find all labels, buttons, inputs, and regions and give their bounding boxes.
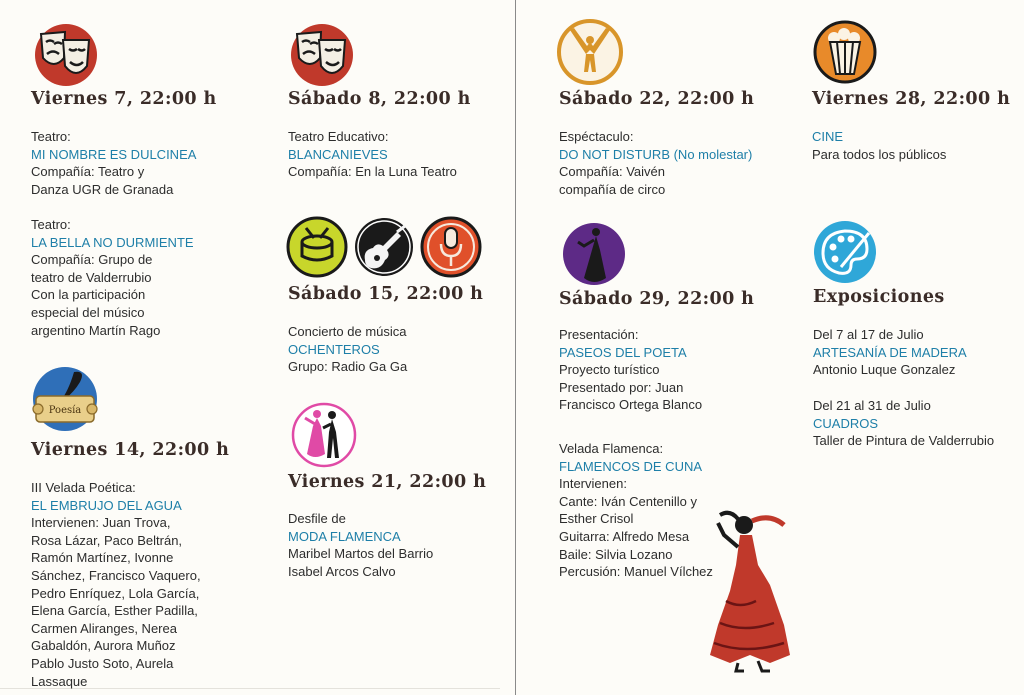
event-line: Francisco Ortega Blanco bbox=[559, 397, 703, 413]
event-line: Baile: Silvia Lozano bbox=[559, 546, 673, 562]
center-fold bbox=[515, 0, 516, 695]
guitar-icon bbox=[353, 216, 415, 278]
event-line: Maribel Martos del Barrio bbox=[288, 546, 434, 562]
event-date-heading: Sábado 8, 22:00 h bbox=[288, 89, 471, 109]
event-title: LA BELLA NO DURMIENTE bbox=[31, 234, 194, 250]
event-title: EL EMBRUJO DEL AGUA bbox=[31, 497, 182, 513]
event-title: PASEOS DEL POETA bbox=[559, 344, 687, 360]
exhibition-line: Antonio Luque Gonzalez bbox=[813, 362, 956, 378]
event-line: Isabel Arcos Calvo bbox=[288, 563, 396, 579]
event-1-details bbox=[31, 128, 196, 198]
event-title: CINE bbox=[812, 129, 844, 144]
poet-silhouette-icon bbox=[560, 220, 628, 288]
flamenco-dancer-illustration bbox=[700, 505, 796, 673]
event-line: Pedro Enríquez, Lola García, bbox=[31, 585, 200, 601]
event-line: Presentado por: Juan bbox=[559, 379, 684, 395]
event-type: Teatro Educativo: bbox=[288, 129, 389, 144]
event-date-heading: Viernes 21, 22:00 h bbox=[288, 472, 487, 492]
theatre-masks-icon bbox=[289, 22, 355, 88]
event-8-details bbox=[559, 326, 702, 414]
event-line: Con la participación bbox=[31, 287, 146, 303]
event-line: Lassaque bbox=[31, 673, 88, 689]
event-line: Intervienen: Juan Trova, bbox=[31, 515, 171, 531]
theatre-masks-icon bbox=[33, 22, 99, 88]
exhibitions-details bbox=[813, 326, 967, 379]
event-type: Concierto de música bbox=[288, 324, 407, 339]
event-title: FLAMENCOS DE CUNA bbox=[559, 458, 703, 474]
event-line: argentino Martín Rago bbox=[31, 322, 161, 338]
event-title: OCHENTEROS bbox=[288, 341, 380, 357]
exhibition-dates: Del 7 al 17 de Julio bbox=[813, 327, 924, 342]
event-line: Compañía: Vaivén bbox=[559, 164, 665, 180]
event-type: Desfile de bbox=[288, 511, 346, 526]
event-date-heading: Sábado 15, 22:00 h bbox=[288, 284, 484, 304]
event-5-details bbox=[288, 323, 407, 376]
event-7-details bbox=[559, 128, 752, 198]
event-date-heading: Sábado 29, 22:00 h bbox=[559, 289, 755, 309]
acrobat-icon bbox=[556, 18, 624, 86]
event-line: Guitarra: Alfredo Mesa bbox=[559, 528, 690, 544]
exhibition-dates: Del 21 al 31 de Julio bbox=[813, 398, 931, 413]
event-line: Cante: Iván Centenillo y bbox=[559, 493, 698, 509]
event-type: Espéctaculo: bbox=[559, 129, 634, 144]
event-6-details bbox=[288, 510, 433, 580]
event-title: MODA FLAMENCA bbox=[288, 528, 401, 544]
event-date-heading: Viernes 7, 22:00 h bbox=[31, 89, 217, 109]
drum-icon bbox=[286, 216, 348, 278]
flamenco-couple-icon bbox=[291, 402, 357, 468]
event-type: Presentación: bbox=[559, 327, 639, 342]
event-line: compañía de circo bbox=[559, 181, 666, 197]
popcorn-icon bbox=[812, 20, 878, 84]
exhibitions-details-2 bbox=[813, 397, 994, 450]
event-line: Gabaldón, Aurora Muñoz bbox=[31, 638, 176, 654]
event-3-details bbox=[31, 479, 201, 690]
event-line: Pablo Justo Soto, Aurela bbox=[31, 655, 174, 671]
event-type: Teatro: bbox=[31, 129, 71, 144]
event-line: Danza UGR de Granada bbox=[31, 181, 174, 197]
event-line: Rosa Lázar, Paco Beltrán, bbox=[31, 532, 183, 548]
paint-palette-icon bbox=[811, 219, 879, 285]
event-date-heading: Viernes 14, 22:00 h bbox=[31, 440, 230, 460]
event-line: Ramón Martínez, Ivonne bbox=[31, 550, 174, 566]
event-line: especial del músico bbox=[31, 304, 145, 320]
event-line: Esther Crisol bbox=[559, 511, 634, 527]
event-line: Sánchez, Francisco Vaquero, bbox=[31, 567, 201, 583]
scroll-text: Poesía bbox=[48, 405, 82, 416]
exhibition-line: Taller de Pintura de Valderrubio bbox=[813, 433, 995, 449]
event-9-details bbox=[559, 440, 713, 581]
event-line: Compañía: Grupo de bbox=[31, 252, 153, 268]
event-4-details bbox=[288, 128, 457, 181]
event-line: Elena García, Esther Padilla, bbox=[31, 603, 198, 619]
event-type: Velada Flamenca: bbox=[559, 441, 664, 456]
event-title: BLANCANIEVES bbox=[288, 146, 388, 162]
exhibition-title: CUADROS bbox=[813, 415, 879, 431]
event-title: DO NOT DISTURB (No molestar) bbox=[559, 146, 753, 162]
event-line: Compañía: Teatro y bbox=[31, 164, 145, 180]
poetry-scroll-icon bbox=[30, 366, 100, 432]
event-date-heading: Sábado 22, 22:00 h bbox=[559, 89, 755, 109]
section-heading: Exposiciones bbox=[813, 287, 945, 307]
event-type: Teatro: bbox=[31, 217, 71, 232]
exhibition-title: ARTESANÍA DE MADERA bbox=[813, 344, 967, 360]
event-title: MI NOMBRE ES DULCINEA bbox=[31, 146, 197, 162]
event-10-details bbox=[812, 128, 946, 163]
event-line: Carmen Aliranges, Nerea bbox=[31, 620, 177, 636]
event-2-details bbox=[31, 216, 194, 339]
event-line: Para todos los públicos bbox=[812, 146, 947, 162]
event-date-heading: Viernes 28, 22:00 h bbox=[812, 89, 1011, 109]
event-line: Grupo: Radio Ga Ga bbox=[288, 359, 408, 375]
event-line: teatro de Valderrubio bbox=[31, 269, 152, 285]
event-line: Percusión: Manuel Vílchez bbox=[559, 564, 713, 580]
microphone-icon bbox=[420, 216, 482, 278]
event-line: Intervienen: bbox=[559, 476, 627, 492]
event-line: Compañía: En la Luna Teatro bbox=[288, 164, 457, 180]
event-line: Proyecto turístico bbox=[559, 362, 660, 378]
event-type: III Velada Poética: bbox=[31, 480, 136, 495]
